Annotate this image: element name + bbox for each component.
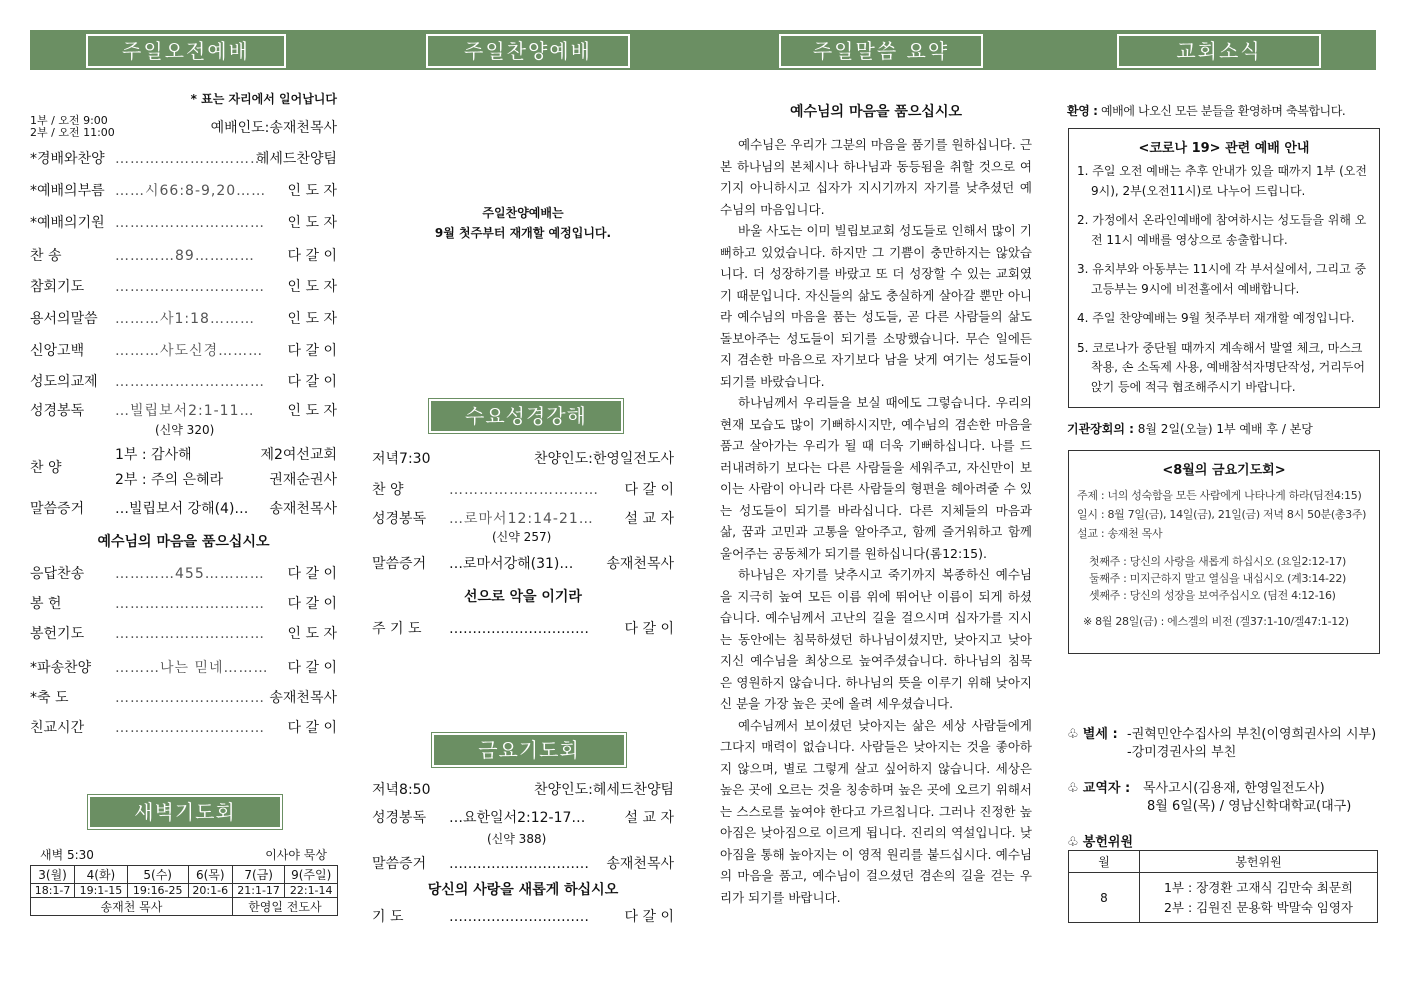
header-sunday-morning: 주일오전예배 (86, 34, 286, 68)
friday-prayer-box (1068, 450, 1380, 654)
sermon-paragraph-5: 예수님께서 보이셨던 낮아지는 삶은 세상 사람들에게 그다지 매력이 없습니다. 사람들은 낮아지는 것을 좋아하지 않으며, 별로 그렇게 살고 싶어하지 않습니다. 세상은 높은 곳에 오르는 것을 칭송하며 높은 곳에 오르기 위해서는 스스로를 높여야 한다고 가르칩니다. 그러나 진정한 높아짐은 낮아짐으로 이르게 됩니다. 진리의 역설입니다. 낮아짐을 통해 높아지는 이 영적 원리를 붙드십시다. 예수님의 마음을 품고, 예수님이 걸으셨던 겸손의 길을 걷는 우리가 되기를 바랍니다. (720, 717, 1032, 905)
dawn-time: 새벽 5:30 (40, 848, 94, 862)
friday-theme: 주제 : 너의 성숙함을 모든 사람에게 나타나게 하라(딤전4:15) (1077, 489, 1362, 502)
order-item: 친교시간 ………………………… 다 갈 이 (30, 720, 337, 736)
column-church-news (1067, 100, 1377, 960)
covid-item: 4. 주일 찬양예배는 9월 첫주부터 재개할 예정입니다. (1077, 311, 1355, 325)
worship-time-1: 1부 / 오전 9:00 (30, 114, 108, 127)
choir-2: 2부 : 주의 은혜라 권재순권사 (115, 472, 337, 488)
covid-item: 3. 유치부와 아동부는 11시에 각 부서실에서, 그리고 중고등부는 9시에 비전홀에서 예배합니다. (1077, 262, 1367, 296)
header-church-news: 교회소식 (1117, 34, 1321, 68)
praise-notice-1: 주일찬양예배는 (482, 206, 564, 220)
friday-sermon: 말씀증거 ………………………… 송재천목사 (372, 856, 674, 872)
clover-icon: ♧ (1067, 727, 1079, 742)
dawn-leader: 이사야 묵상 (265, 848, 327, 862)
wednesday-sermon: 말씀증거 …로마서강해(31)… 송재천목사 (372, 556, 674, 572)
wednesday-title: 수요성경강해 (429, 399, 623, 433)
clover-icon: ♧ (1067, 835, 1079, 850)
order-item: 신앙고백 ………사도신경……… 다 갈 이 (30, 343, 337, 359)
council-line: 기관장회의 : 8월 2일(오늘) 1부 예배 후 / 본당 (1067, 422, 1313, 436)
offering-header-members: 봉헌위원 (1140, 851, 1378, 873)
hymn-ref: (신약 320) (155, 423, 215, 437)
friday-ref: (신약 388) (487, 832, 547, 846)
friday-week-1: 첫째주 : 당신의 사랑을 새롭게 하십시오 (요일2:12-17) (1089, 555, 1347, 568)
order-item: 참회기도 ………………………… 인 도 자 (30, 279, 337, 295)
order-item: 봉 헌 ………………………… 다 갈 이 (30, 596, 337, 612)
order-item: 성경봉독 …빌립보서2:1-11… 인 도 자 (30, 403, 337, 419)
covid-notice-box (1068, 128, 1380, 408)
friday-week-2: 둘째주 : 미지근하지 말고 열심을 내십시오 (계3:14-22) (1089, 572, 1347, 585)
column-praise-worship (372, 88, 674, 968)
dawn-ref: 18:1-7 (31, 884, 75, 898)
sermon-paragraph-2: 바울 사도는 이미 빌립보교회 성도들로 인해서 많이 기뻐하고 있었습니다. 하지만 그 기쁨이 충만하지는 않았습니다. 더 성장하기를 바랐고 또 더 성장할 수 있는 교회였기 때문입니다. 자신들의 삶도 충실하게 살아갈 뿐만 아니라 예수님의 마음을 품는 성도들, 곧 다른 사람들의 삶도 돌보아주는 성도들이 되기를 소망했습니다. 무슨 일에든지 겸손한 마음으로 자기보다 남을 낫게 여기는 성도들이 되기를 바랐습니다. (720, 223, 1032, 389)
column-morning-worship (30, 88, 337, 968)
order-item: *경배와찬양 ………………………… 헤세드찬양팀 (30, 151, 337, 167)
dawn-ref: 22:1-14 (285, 884, 338, 898)
offering-row-1: 1부 : 장경환 고재식 김만숙 최문희 (1163, 879, 1353, 895)
order-item: *축 도 ………………………… 송재천목사 (30, 690, 337, 706)
stand-note: * 표는 자리에서 일어납니다 (190, 92, 337, 106)
order-item: 성도의교제 ………………………… 다 갈 이 (30, 374, 337, 390)
order-item: *예배의기원 ………………………… 인 도 자 (30, 215, 337, 231)
friday-time: 저녁8:50 찬양인도:헤세드찬양팀 (372, 782, 674, 798)
offering-month: 8 (1069, 873, 1140, 923)
obituary: ♧ 별세 : -권혁민안수집사의 부친(이영희권사의 시부) -강미경권사의 부친 (1067, 727, 1377, 760)
order-item: 찬 양 ………………………… 다 갈 이 (372, 482, 674, 498)
header-sermon-summary: 주일말씀 요약 (779, 34, 983, 68)
dawn-pastor-1: 송재천 목사 (31, 898, 233, 916)
choir-label: 찬 양 (30, 460, 62, 476)
dawn-prayer-title: 새벽기도회 (88, 795, 282, 829)
dawn-ref: 20:1-6 (188, 884, 232, 898)
sermon-summary-title: 예수님의 마음을 품으십시오 (789, 104, 963, 120)
offering-header-month: 월 (1069, 851, 1140, 873)
friday-sermon-title: 당신의 사랑을 새롭게 하십시오 (427, 882, 619, 898)
friday-week-3: 셋째주 : 당신의 성장을 보여주십시오 (딤전 4:12-16) (1089, 589, 1336, 602)
wednesday-sermon-title: 선으로 악을 이기라 (464, 589, 582, 605)
dawn-ref: 19:16-25 (127, 884, 188, 898)
friday-reading: 성경봉독 …요한일서2:12-17… 설 교 자 (372, 810, 674, 826)
dawn-pastor-2: 한영일 전도사 (232, 898, 337, 916)
sermon-paragraph-3: 하나님께서 우리들을 보실 때에도 그렇습니다. 우리의 현재 모습도 많이 기뻐하시지만, 예수님의 겸손한 마음을 품고 살아가는 우리가 될 때 더욱 기뻐하십니다. 나를 드러내려하기 보다는 다른 사람들을 세워주고, 자신만이 보이는 사람이 아니라 다른 사람들의 형편을 헤아려줄 수 있는 성도들이 되기를 바라십니다. 다른 지체들의 마음과 삶, 꿈과 고민과 고통을 알아주고, 함께 즐거워하고 함께 울어주는 공동체가 되기를 원하십니다(롬12:15). (720, 395, 1032, 561)
friday-prayer: 기 도 ………………………… 다 갈 이 (372, 909, 674, 925)
friday-note: ※ 8월 28일(금) : 에스겔의 비전 (겔37:1-10/겔47:1-12) (1083, 615, 1349, 628)
dawn-day: 5(수) (127, 866, 188, 884)
order-item: *파송찬양 ………나는 믿네……… 다 갈 이 (30, 660, 337, 676)
dawn-day: 9(주일) (285, 866, 338, 884)
sermon-title: 예수님의 마음을 품으십시오 (97, 534, 270, 550)
clover-icon: ♧ (1067, 781, 1079, 796)
dawn-ref: 21:1-17 (232, 884, 285, 898)
choir-1: 1부 : 감사해 제2여선교회 (115, 447, 337, 463)
wednesday-time: 저녁7:30 찬양인도:한영일전도사 (372, 451, 674, 467)
dawn-day: 7(금) (232, 866, 285, 884)
friday-date: 일시 : 8월 7일(금), 14일(금), 21일(금) 저녁 8시 50분(총3주) (1077, 508, 1367, 521)
order-item: *예배의부름 ……시66:8-9,20…… 인 도 자 (30, 183, 337, 199)
welcome-line: 환영 : 예배에 나오신 모든 분들을 환영하며 축복합니다. (1067, 104, 1346, 118)
covid-item: 5. 코로나가 중단될 때까지 계속해서 발열 체크, 마스크 착용, 손 소독제 사용, 예배참석자명단작성, 거리두어 앉기 등에 적극 협조해주시기 바랍니다. (1077, 340, 1365, 394)
covid-title: <코로나 19> 관련 예배 안내 (1138, 141, 1310, 156)
sermon-summary-text (720, 134, 1032, 908)
order-item: 성경봉독 …로마서12:14-21… 설 교 자 (372, 511, 674, 527)
worship-time-2: 2부 / 오전 11:00 (30, 126, 115, 139)
covid-item: 2. 가정에서 온라인예배에 참여하시는 성도들을 위해 오전 11시 예배를 영상으로 송출합니다. (1077, 213, 1367, 247)
worship-leader: 예배인도:송재천목사 (210, 120, 337, 136)
order-item: 봉헌기도 ………………………… 인 도 자 (30, 626, 337, 642)
order-item: 용서의말씀 ………사1:18……… 인 도 자 (30, 311, 337, 327)
offering-table (1068, 850, 1378, 923)
praise-notice-2: 9월 첫주부터 재개할 예정입니다. (434, 226, 612, 240)
clergy-news: ♧ 교역자 : 목사고시(김용재, 한영일전도사) 8월 6일(목) / 영남신학대학교(대구) (1067, 781, 1352, 814)
dawn-day: 3(월) (31, 866, 75, 884)
covid-item: 1. 주일 오전 예배는 추후 안내가 있을 때까지 1부 (오전9시), 2부(오전11시)로 나누어 드립니다. (1077, 164, 1367, 198)
dawn-ref: 19:1-15 (75, 884, 128, 898)
wednesday-ref: (신약 257) (492, 530, 552, 544)
friday-speaker: 설교 : 송재천 목사 (1077, 527, 1163, 540)
dawn-day: 6(목) (188, 866, 232, 884)
friday-box-title: <8월의 금요기도회> (1162, 463, 1286, 478)
dawn-day: 4(화) (75, 866, 128, 884)
sermon-line: 말씀증거 …빌립보서 강해(4)… 송재천목사 (30, 501, 337, 517)
sermon-paragraph-4: 하나님은 자기를 낮추시고 죽기까지 복종하신 예수님을 지극히 높여 모든 이름 위에 뛰어난 이름이 되게 하셨습니다. 예수님께서 고난의 길을 걸으시며 십자가를 지시는 동안에는 침묵하셨던 하나님이셨지만, 낮아지고 낮아지신 예수님을 최상으로 높여주셨습니다. 하나님의 침묵은 영원하지 않습니다. 하나님의 뜻을 이루기 위해 낮아지신 분을 가장 높은 곳에 올려 세우셨습니다. (720, 567, 1032, 711)
offering-label: ♧ 봉헌위원 (1067, 835, 1134, 850)
order-item: 응답찬송 …………455………… 다 갈 이 (30, 566, 337, 582)
dawn-schedule-table (30, 865, 338, 916)
wednesday-prayer: 주 기 도 ………………………… 다 갈 이 (372, 621, 674, 637)
sermon-paragraph-1: 예수님은 우리가 그분의 마음을 품기를 원하십니다. 근본 하나님의 본체시나 하나님과 동등됨을 취할 것으로 여기지 아니하시고 십자가 지시기까지 자기를 낮추셨던 예수님의 마음입니다. (720, 137, 1032, 217)
order-item: 찬 송 …………89………… 다 갈 이 (30, 248, 337, 264)
header-sunday-praise: 주일찬양예배 (426, 34, 630, 68)
friday-title: 금요기도회 (432, 733, 626, 767)
offering-row-2: 2부 : 김원진 문용학 박말숙 임영자 (1163, 899, 1353, 915)
